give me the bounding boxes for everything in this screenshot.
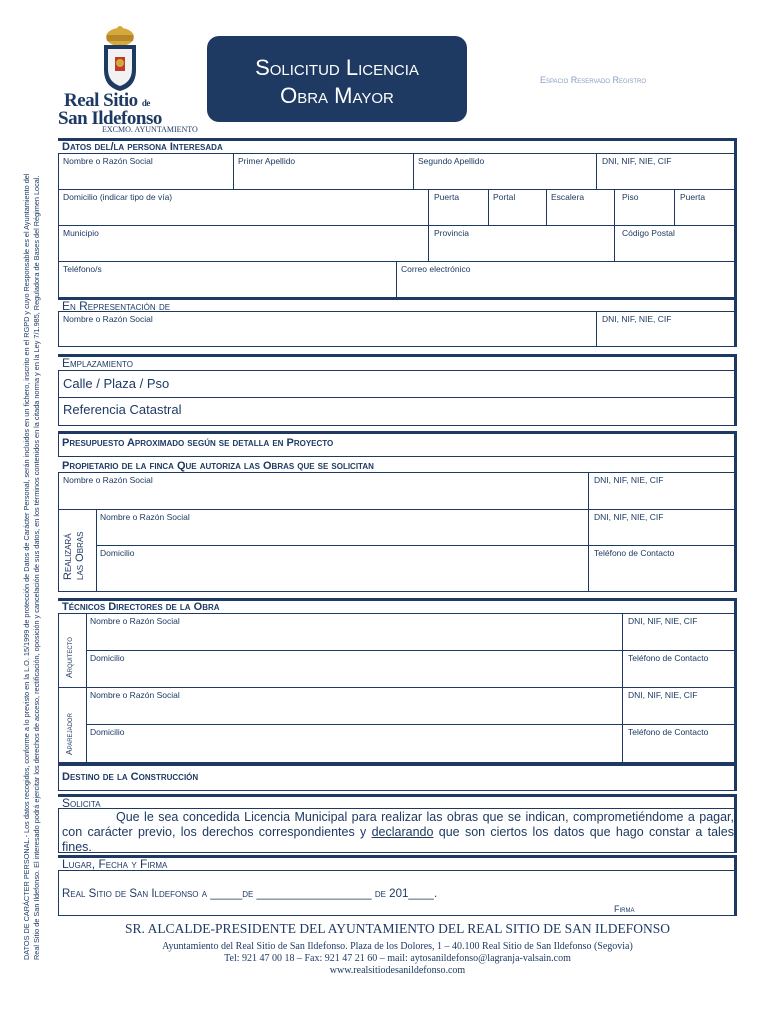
apa-telefono-field[interactable]: Teléfono de Contacto: [628, 727, 709, 737]
nombre-field[interactable]: Nombre o Razón Social: [63, 156, 153, 166]
arq-telefono-field[interactable]: Teléfono de Contacto: [628, 653, 709, 663]
col-divider: [488, 189, 489, 225]
notice-line-1: DATOS DE CARÁCTER PERSONAL.- Los datos recogidos, conforme a lo previsto en la L.O. 15/1999 de protección de Datos de Carácter Personal, serán incluidos en un fichero, inscrito en el RGPD y cuyo Responsable es el Ayuntamiento del: [22, 173, 31, 960]
arq-dni-field[interactable]: DNI, NIF, NIE, CIF: [628, 616, 698, 626]
telefono-field[interactable]: Teléfono/s: [63, 264, 102, 274]
section-edge: [734, 431, 737, 457]
section-bar: [58, 354, 736, 357]
referencia-catastral-field[interactable]: Referencia Catastral: [63, 402, 182, 417]
correo-field[interactable]: Correo electrónico: [401, 264, 471, 274]
tecnicos-frame: [58, 613, 736, 763]
real-telefono-field[interactable]: Teléfono de Contacto: [594, 548, 675, 558]
col-divider: [614, 189, 615, 261]
row-divider: [58, 225, 736, 226]
propietario-title: Propietario de la finca Que autoriza las Obras que se solicitan: [62, 460, 374, 472]
col-divider: [674, 189, 675, 225]
notice-line-2: Real Sitio de San Ildefonso. El interesado podrá ejercitar los derechos de acceso, rectificación, oposición y cancelación de sus datos, en los términos contenidos en la citada norma y en la Ley 7/1.985, Reguladora de Bases del Régimen Local.: [31, 175, 41, 960]
arquitecto-label: Arquitecto: [64, 637, 74, 678]
footer-title: SR. ALCALDE-PRESIDENTE DEL AYUNTAMIENTO DEL REAL SITIO DE SAN ILDEFONSO: [125, 921, 670, 936]
puerta2-field[interactable]: Puerta: [680, 192, 706, 202]
domicilio-field[interactable]: Domicilio (indicar tipo de vía): [63, 192, 173, 202]
rep-nombre-field[interactable]: Nombre o Razón Social: [63, 314, 153, 324]
coat-of-arms-logo: [95, 25, 145, 93]
arq-nombre-field[interactable]: Nombre o Razón Social: [90, 616, 180, 626]
representacion-title: En Representación de: [62, 299, 171, 313]
calle-field[interactable]: Calle / Plaza / Pso: [63, 376, 170, 391]
brand-line-2: San Ildefonso: [58, 108, 162, 129]
row-divider: [58, 687, 736, 688]
escalera-field[interactable]: Escalera: [551, 192, 585, 202]
interesada-title: Datos del/la persona Interesada: [62, 141, 223, 153]
row-divider: [96, 545, 736, 546]
col-divider: [428, 189, 429, 261]
brand-line-1: Real Sitio de: [64, 90, 150, 111]
footer-contact: Tel: 921 47 00 18 – Fax: 921 47 21 60 – mail: aytosanildefonso@lagranja-valsain.com: [224, 953, 571, 964]
section-edge: [734, 855, 737, 916]
arq-domicilio-field[interactable]: Domicilio: [90, 653, 125, 663]
col-divider: [546, 189, 547, 225]
apa-domicilio-field[interactable]: Domicilio: [90, 727, 125, 737]
col-divider: [233, 153, 234, 189]
registro-label: Espacio Reservado Registro: [540, 75, 647, 85]
propietario-frame: [58, 472, 736, 592]
dni-field[interactable]: DNI, NIF, NIE, CIF: [602, 156, 672, 166]
section-bar: [58, 794, 736, 797]
real-dni-field[interactable]: DNI, NIF, NIE, CIF: [594, 512, 664, 522]
title-line-1: Solicitud Licencia: [255, 55, 419, 80]
portal-field[interactable]: Portal: [493, 192, 516, 202]
real-domicilio-field[interactable]: Domicilio: [100, 548, 135, 558]
emplazamiento-title: Emplazamiento: [62, 356, 133, 370]
solicita-text: Que le sea concedida Licencia Municipal para realizar las obras que se indican, comprometiéndome a pagar, con carácter previo, los derechos correspondientes y declarando que son ciertos los datos que hago constar a tales fines.: [62, 810, 735, 854]
section-edge: [734, 794, 737, 853]
codigo-postal-field[interactable]: Código Postal: [622, 228, 675, 238]
section-edge: [734, 354, 737, 426]
provincia-field[interactable]: Provincia: [434, 228, 469, 238]
section-edge: [734, 457, 737, 592]
declarando-text: declarando: [371, 825, 434, 839]
primer-apellido-field[interactable]: Primer Apellido: [238, 156, 296, 166]
presupuesto-frame: [58, 431, 736, 457]
apa-nombre-field[interactable]: Nombre o Razón Social: [90, 690, 180, 700]
prop-dni-field[interactable]: DNI, NIF, NIE, CIF: [594, 475, 664, 485]
real-nombre-field[interactable]: Nombre o Razón Social: [100, 512, 190, 522]
col-divider: [622, 613, 623, 763]
piso-field[interactable]: Piso: [622, 192, 639, 202]
tecnicos-title: Técnicos Directores de la Obra: [62, 601, 220, 613]
firma-label: Firma: [614, 904, 635, 914]
destino-title[interactable]: Destino de la Construcción: [62, 771, 199, 783]
presupuesto-title[interactable]: Presupuesto Aproximado según se detalla en Proyecto: [62, 437, 334, 449]
row-divider: [86, 650, 736, 651]
segundo-apellido-field[interactable]: Segundo Apellido: [418, 156, 485, 166]
col-divider: [588, 472, 589, 592]
section-edge: [734, 297, 737, 347]
municipio-field[interactable]: Municipio: [63, 228, 99, 238]
col-divider: [86, 613, 87, 763]
section-edge: [734, 763, 737, 791]
form-title-box: [207, 36, 467, 122]
footer-address: Ayuntamiento del Real Sitio de San Ildefonso. Plaza de los Dolores, 1 – 40.100 Real Sitio de San Ildefonso (Segovia): [162, 941, 633, 952]
rep-dni-field[interactable]: DNI, NIF, NIE, CIF: [602, 314, 672, 324]
row-divider: [58, 509, 736, 510]
col-divider: [596, 311, 597, 347]
data-protection-notice: [22, 140, 52, 960]
prop-nombre-field[interactable]: Nombre o Razón Social: [63, 475, 153, 485]
aparejador-label: Aparejador: [64, 713, 74, 755]
col-divider: [396, 261, 397, 298]
apa-dni-field[interactable]: DNI, NIF, NIE, CIF: [628, 690, 698, 700]
lugar-fecha-line[interactable]: Real Sitio de San Ildefonso a _____de __________________ de 201____.: [62, 888, 438, 900]
row-divider: [58, 397, 736, 398]
puerta-field[interactable]: Puerta: [434, 192, 460, 202]
col-divider: [413, 153, 414, 189]
col-divider: [96, 509, 97, 592]
lugar-title: Lugar, Fecha y Firma: [62, 857, 168, 871]
row-divider: [86, 724, 736, 725]
brand-line-3: EXCMO. AYUNTAMIENTO: [102, 125, 198, 134]
section-edge: [734, 598, 737, 763]
solicita-title: Solicita: [62, 796, 101, 810]
realizara-label: Realizará las Obras: [62, 531, 86, 580]
footer-web: www.realsitiodesanildefonso.com: [329, 965, 466, 976]
row-divider: [58, 261, 736, 262]
section-edge: [734, 138, 737, 298]
row-divider: [58, 189, 736, 190]
title-line-2: Obra Mayor: [280, 83, 394, 108]
col-divider: [596, 153, 597, 189]
